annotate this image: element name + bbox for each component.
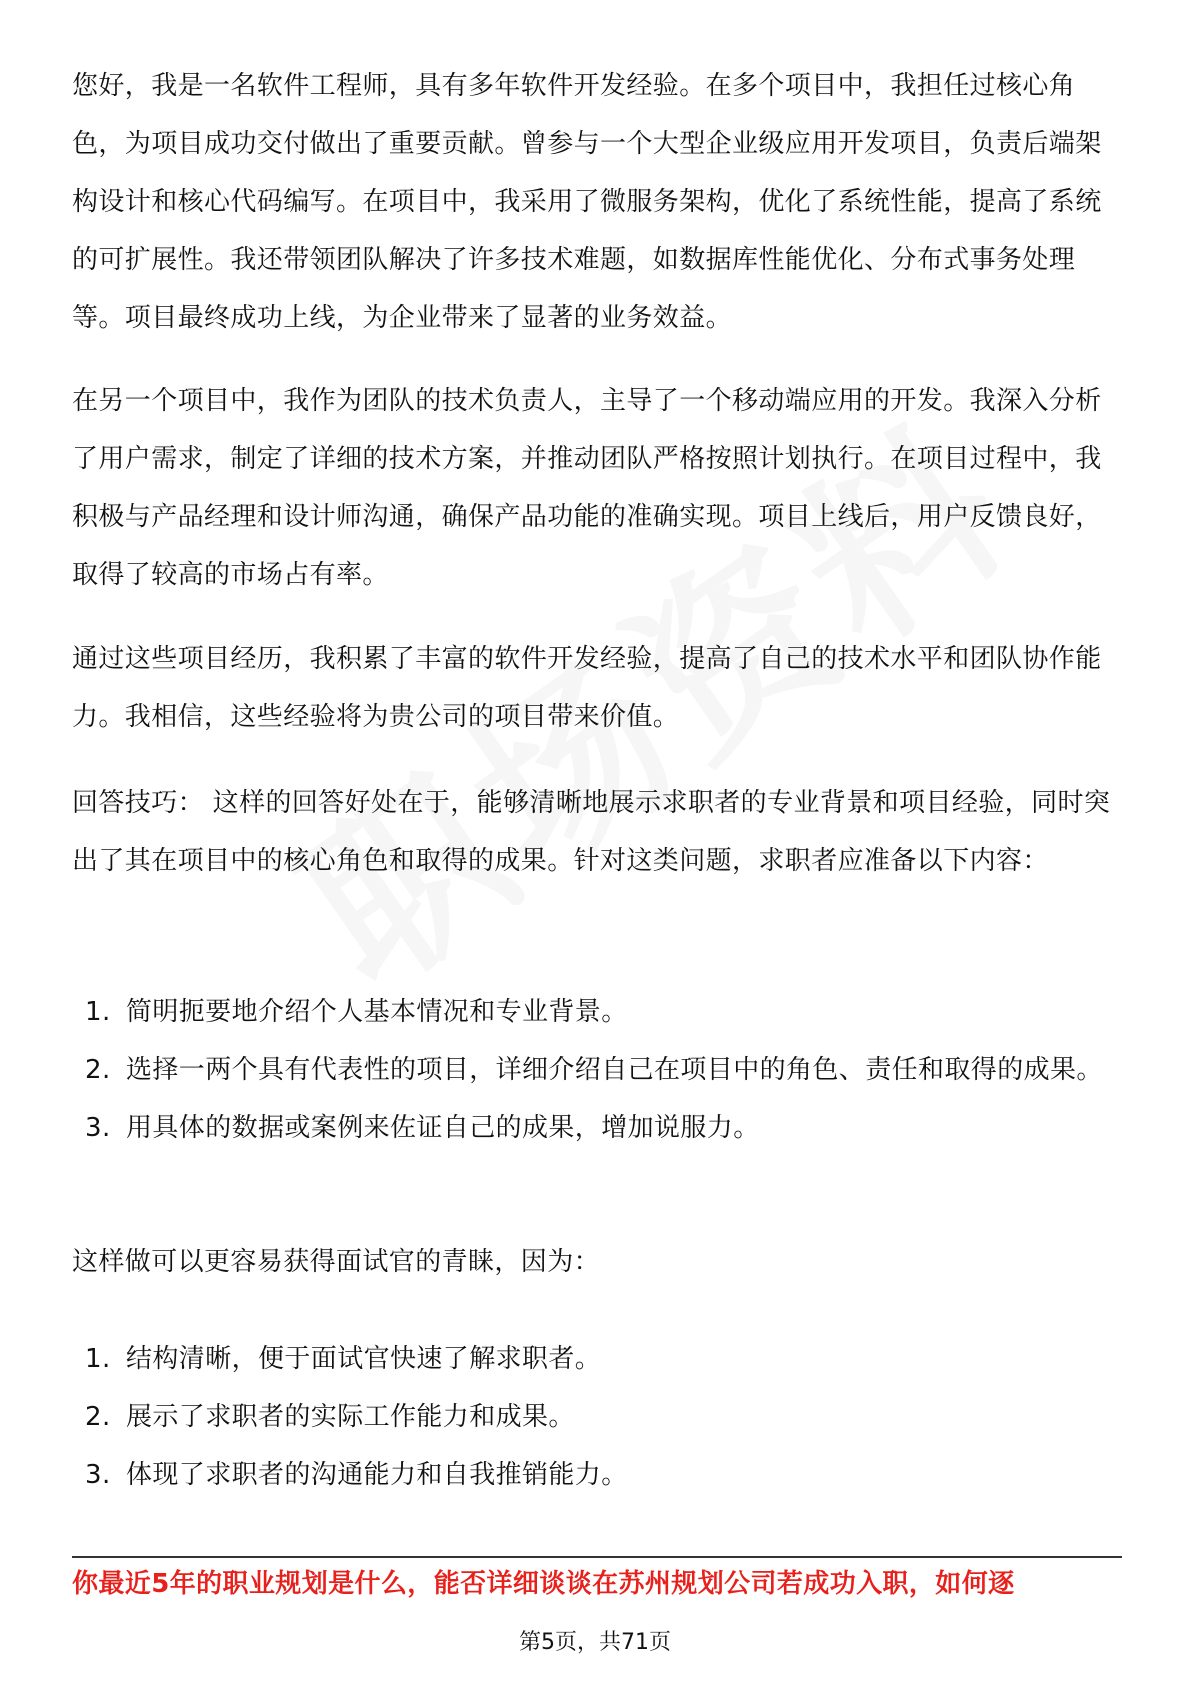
section-divider	[72, 1556, 1122, 1558]
benefits-intro: 这样做可以更容易获得面试官的青睐，因为：	[72, 1247, 601, 1277]
page-footer: 第5页，共71页	[519, 1630, 671, 1655]
list-item-text: 体现了求职者的沟通能力和自我推销能力。	[126, 1460, 628, 1490]
list-number: 1.	[85, 997, 111, 1027]
list-item	[80, 1330, 1120, 1388]
list-item	[80, 1388, 1120, 1446]
answer-paragraph-1: 您好，我是一名软件工程师，具有多年软件开发经验。在多个项目中，我担任过核心角色，为项目成功交付做出了重要贡献。曾参与一个大型企业级应用开发项目，负责后端架构设计和核心代码编写。在项目中，我采用了微服务架构，优化了系统性能，提高了系统的可扩展性。我还带领团队解决了许多技术难题，如数据库性能优化、分布式事务处理等。项目最终成功上线，为企业带来了显著的业务效益。	[72, 71, 1102, 333]
list-number: 3.	[85, 1113, 111, 1143]
list-item	[80, 1446, 1120, 1504]
list-number: 2.	[85, 1055, 111, 1085]
list-item	[80, 1041, 1120, 1099]
list-item-text: 简明扼要地介绍个人基本情况和专业背景。	[126, 997, 628, 1027]
list-number: 1.	[85, 1344, 111, 1374]
list-item-text: 用具体的数据或案例来佐证自己的成果，增加说服力。	[126, 1113, 760, 1143]
list-number: 2.	[85, 1402, 111, 1432]
list-number: 3.	[85, 1460, 111, 1490]
list-item-text: 展示了求职者的实际工作能力和成果。	[126, 1402, 575, 1432]
list-item-text: 结构清晰，便于面试官快速了解求职者。	[126, 1344, 602, 1374]
list-item	[80, 1099, 1120, 1157]
benefits-list	[80, 1330, 1120, 1504]
answer-tips-paragraph: 回答技巧： 这样的回答好处在于，能够清晰地展示求职者的专业背景和项目经验，同时突出了其在项目中的核心角色和取得的成果。针对这类问题，求职者应准备以下内容：	[72, 788, 1111, 876]
list-item-text: 选择一两个具有代表性的项目，详细介绍自己在项目中的角色、责任和取得的成果。	[126, 1055, 1103, 1085]
answer-paragraph-3: 通过这些项目经历，我积累了丰富的软件开发经验，提高了自己的技术水平和团队协作能力。我相信，这些经验将为贵公司的项目带来价值。	[72, 644, 1102, 732]
answer-paragraph-2: 在另一个项目中，我作为团队的技术负责人，主导了一个移动端应用的开发。我深入分析了用户需求，制定了详细的技术方案，并推动团队严格按照计划执行。在项目过程中，我积极与产品经理和设计师沟通，确保产品功能的准确实现。项目上线后，用户反馈良好，取得了较高的市场占有率。	[72, 386, 1102, 590]
list-item	[80, 983, 1120, 1041]
next-question-heading: 你最近5年的职业规划是什么，能否详细谈谈在苏州规划公司若成功入职，如何逐	[72, 1569, 1015, 1599]
preparation-list	[80, 983, 1120, 1157]
